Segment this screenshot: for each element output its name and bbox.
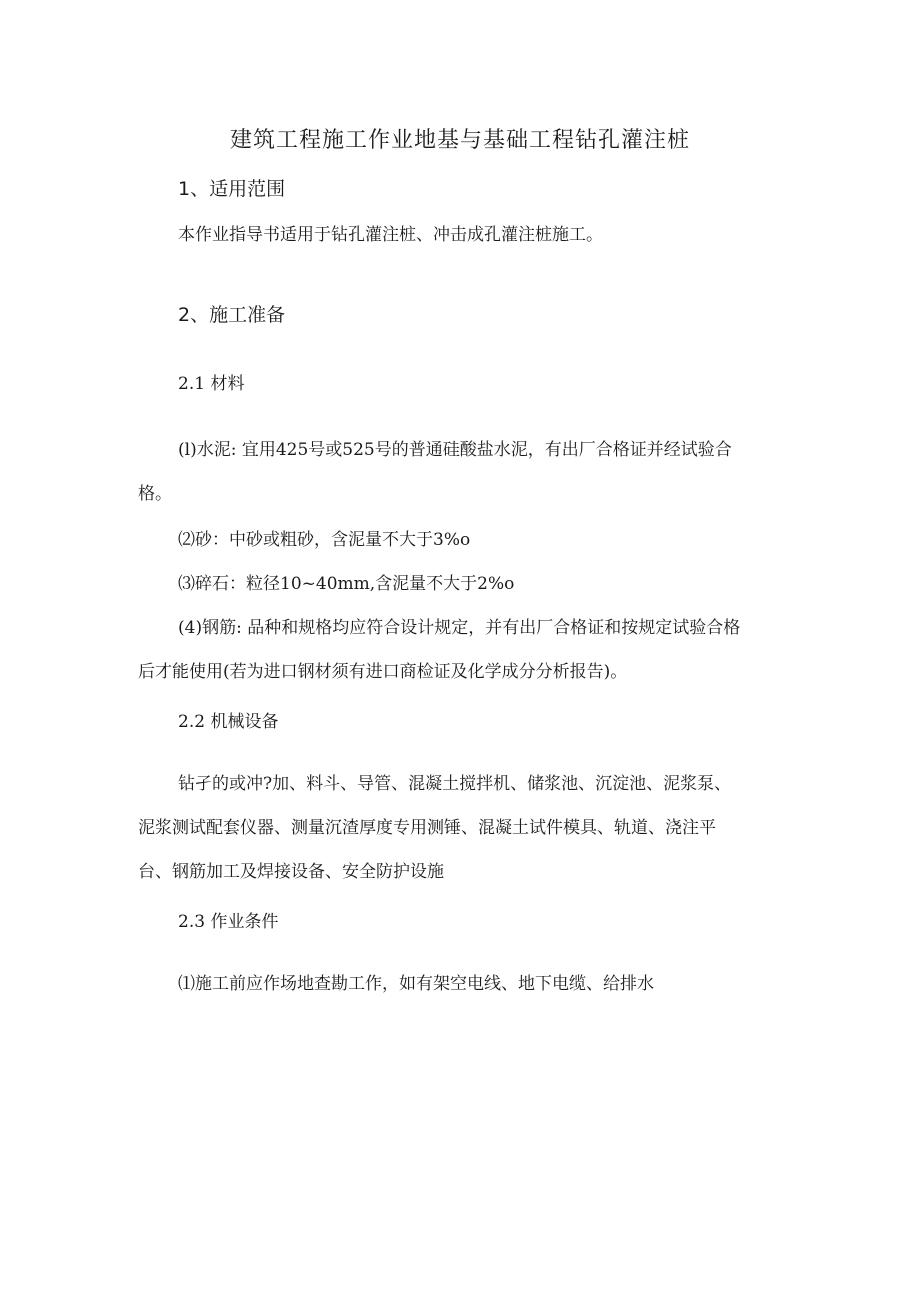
conditions-line-1: ⑴施工前应作场地查勘工作，如有架空电线、地下电缆、给排水 <box>178 974 654 994</box>
subsection-heading-materials: 2.1 材料 <box>178 374 245 394</box>
material-steel-line-2: 后才能使用(若为进口钢材须有进口商检证及化学成分分析报告)。 <box>138 662 628 682</box>
equipment-line-3: 台、钢筋加工及焊接设备、安全防护设施 <box>138 862 444 882</box>
subsection-heading-conditions: 2.3 作业条件 <box>178 912 279 932</box>
equipment-line-1: 钻孑的或冲?加、料斗、导管、混凝土搅拌机、储浆池、沉淀池、泥浆泵、 <box>178 774 732 794</box>
subsection-heading-equipment: 2.2 机械设备 <box>178 712 279 732</box>
section-heading-scope: 1、适用范围 <box>178 178 286 200</box>
material-cement-line-2: 格。 <box>138 484 172 504</box>
section-heading-preparation: 2、施工准备 <box>178 304 286 326</box>
material-sand: ⑵砂：中砂或粗砂，含泥量不大于3%o <box>178 530 471 550</box>
material-gravel: ⑶碎石：粒径10~40mm,含泥量不大于2%o <box>178 574 515 594</box>
document-title: 建筑工程施工作业地基与基础工程钻孔灌注桩 <box>229 128 690 153</box>
scope-paragraph: 本作业指导书适用于钻孔灌注桩、冲击成孔灌注桩施工。 <box>178 225 603 245</box>
material-cement-line-1: (l)水泥: 宜用425号或525号的普通硅酸盐水泥，有出厂合格证并经试验合 <box>178 440 732 460</box>
material-steel-line-1: (4)钢筋: 品种和规格均应符合设计规定，并有出厂合格证和按规定试验合格 <box>178 618 741 638</box>
equipment-line-2: 泥浆测试配套仪器、测量沉渣厚度专用测锤、混凝土试件模具、轨道、浇注平 <box>138 818 716 838</box>
